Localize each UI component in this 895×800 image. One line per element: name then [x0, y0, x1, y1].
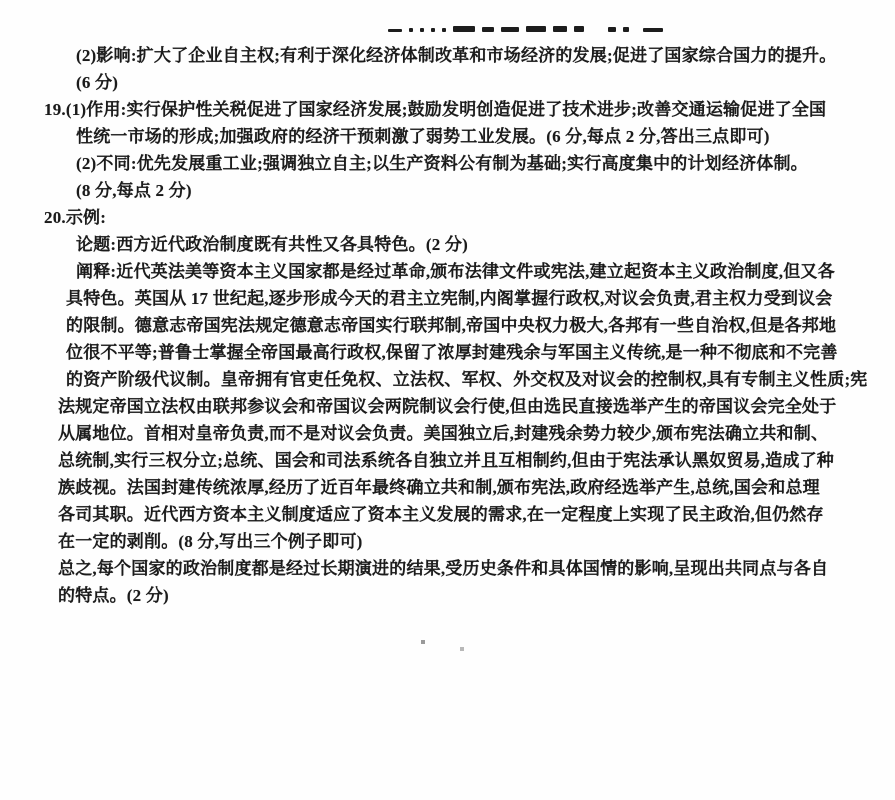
cutoff-header-fragments	[388, 22, 858, 32]
text-line: 20.示例:	[44, 208, 107, 227]
scan-speck	[460, 647, 464, 651]
text-line: 总统制,实行三权分立;总统、国会和司法系统各自独立并且互相制约,但由于宪法承认黑奴贸易,造成了种	[58, 451, 835, 470]
text-line: 从属地位。首相对皇帝负责,而不是对议会负责。美国独立后,封建残余势力较少,颁布宪法确立共和制、	[58, 424, 829, 443]
text-line: 法规定帝国立法权由联邦参议会和帝国议会两院制议会行使,但由选民直接选举产生的帝国议会完全处于	[58, 397, 837, 416]
text-line: 在一定的剥削。(8 分,写出三个例子即可)	[58, 532, 363, 551]
text-line: 阐释:近代英法美等资本主义国家都是经过革命,颁布法律文件或宪法,建立起资本主义政治制度,但又各	[76, 262, 835, 281]
text-line: 的资产阶级代议制。皇帝拥有官吏任免权、立法权、军权、外交权及对议会的控制权,具有专制主义性质;宪	[66, 370, 868, 389]
text-line: 族歧视。法国封建传统浓厚,经历了近百年最终确立共和制,颁布宪法,政府经选举产生,总统,国会和总理	[58, 478, 820, 497]
text-line: (6 分)	[76, 73, 119, 92]
text-line: (2)影响:扩大了企业自主权;有利于深化经济体制改革和市场经济的发展;促进了国家综合国力的提升。	[76, 46, 837, 65]
text-line: 性统一市场的形成;加强政府的经济干预刺激了弱势工业发展。(6 分,每点 2 分,答出三点即可)	[76, 127, 770, 146]
scan-speck	[421, 640, 425, 644]
text-line: 19.(1)作用:实行保护性关税促进了国家经济发展;鼓励发明创造促进了技术进步;改善交通运输促进了全国	[44, 100, 827, 119]
text-line: (2)不同:优先发展重工业;强调独立自主;以生产资料公有制为基础;实行高度集中的计划经济体制。	[76, 154, 808, 173]
text-line: 位很不平等;普鲁士掌握全帝国最高行政权,保留了浓厚封建残余与军国主义传统,是一种不彻底和不完善	[66, 343, 838, 362]
text-line: 的限制。德意志帝国宪法规定德意志帝国实行联邦制,帝国中央权力极大,各邦有一些自治权,但是各邦地	[66, 316, 837, 335]
document-lines	[0, 42, 895, 609]
text-line: 总之,每个国家的政治制度都是经过长期演进的结果,受历史条件和具体国情的影响,呈现出共同点与各自	[58, 559, 829, 578]
text-line: (8 分,每点 2 分)	[76, 181, 192, 200]
text-line: 各司其职。近代西方资本主义制度适应了资本主义发展的需求,在一定程度上实现了民主政治,但仍然存	[58, 505, 824, 524]
text-line: 论题:西方近代政治制度既有共性又各具特色。(2 分)	[76, 235, 468, 254]
text-line: 具特色。英国从 17 世纪起,逐步形成今天的君主立宪制,内阁掌握行政权,对议会负责,君主权力受到议会	[66, 289, 833, 308]
text-line: 的特点。(2 分)	[58, 586, 169, 605]
